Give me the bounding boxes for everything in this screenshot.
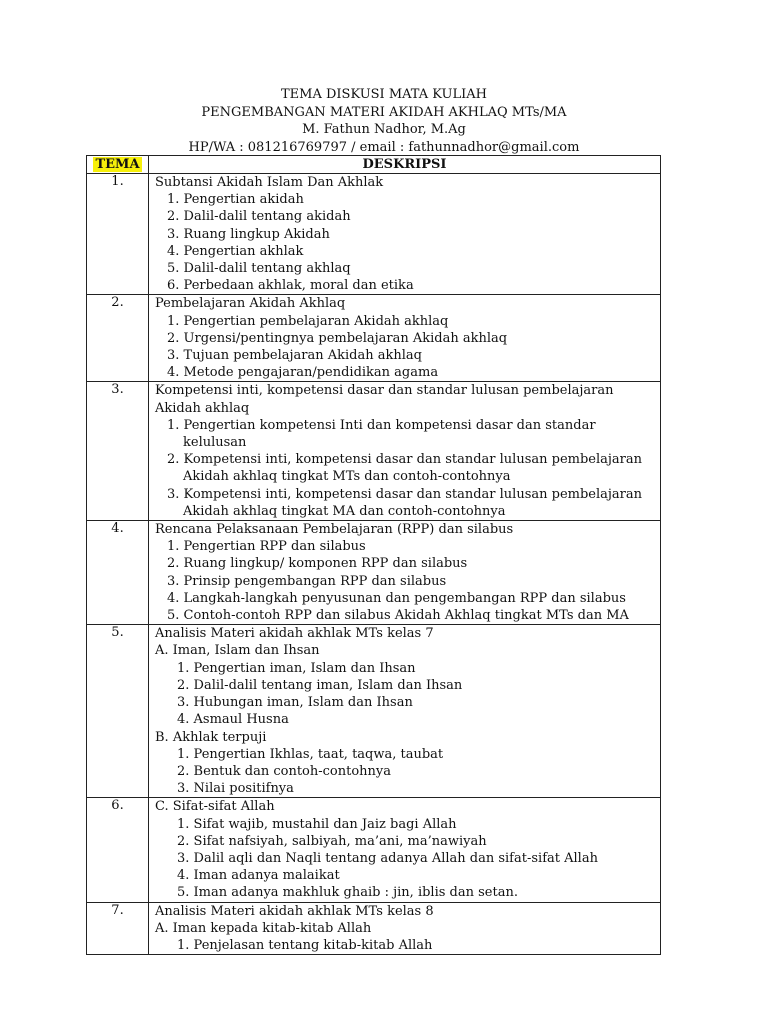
list-item: 2. Ruang lingkup/ komponen RPP dan silabus (167, 556, 468, 572)
column-header-tema (87, 156, 149, 174)
header-course: PENGEMBANGAN MATERI AKIDAH AKHLAQ MTs/MA (201, 104, 567, 120)
list-item: 2. Urgensi/pentingnya pembelajaran Akidah akhlaq (167, 330, 508, 346)
list-item: 4. Iman adanya malaikat (177, 868, 340, 884)
list-item: 3. Nilai positifnya (177, 781, 294, 797)
row-number: 4. (87, 521, 149, 625)
row-title: Kompetensi inti, kompetensi dasar dan standar lulusan pembelajaran (155, 383, 614, 399)
table-row (87, 174, 661, 295)
list-item: 1. Sifat wajib, mustahil dan Jaiz bagi Allah (177, 816, 457, 832)
list-item: 2. Dalil-dalil tentang akidah (167, 209, 351, 225)
list-item: 5. Dalil-dalil tentang akhlaq (167, 261, 351, 277)
list-item: 1. Pengertian kompetensi Inti dan kompetensi dasar dan standar (167, 417, 596, 433)
row-number: 3. (87, 382, 149, 521)
row-title: Pembelajaran Akidah Akhlaq (155, 296, 346, 312)
row-description (149, 295, 661, 382)
table-row (87, 295, 661, 382)
column-header-deskripsi: DESKRIPSI (149, 156, 661, 174)
row-number: 5. (87, 625, 149, 798)
document-header (0, 86, 768, 156)
table-header-row (87, 156, 661, 174)
header-contact: HP/WA : 081216769797 / email : fathunnadhor@gmail.com (188, 139, 580, 155)
list-item: 1. Pengertian RPP dan silabus (167, 539, 366, 555)
row-description (149, 521, 661, 625)
table-row (87, 382, 661, 521)
row-number: 1. (87, 174, 149, 295)
section-heading: C. Sifat-sifat Allah (155, 799, 275, 815)
list-item-continued: Akidah akhlaq tingkat MA dan contoh-contohnya (183, 503, 506, 519)
row-description (149, 625, 661, 798)
section-heading: A. Iman kepada kitab-kitab Allah (155, 920, 372, 936)
row-title-continued: Akidah akhlaq (155, 400, 250, 416)
row-description (149, 902, 661, 955)
header-title: TEMA DISKUSI MATA KULIAH (280, 87, 487, 102)
table-row (87, 521, 661, 625)
row-title: Subtansi Akidah Islam Dan Akhlak (155, 175, 384, 190)
row-number: 6. (87, 798, 149, 902)
table-row (87, 798, 661, 902)
list-item: 5. Iman adanya makhluk ghaib : jin, iblis dan setan. (177, 885, 518, 901)
list-item: 3. Dalil aqli dan Naqli tentang adanya Allah dan sifat-sifat Allah (177, 850, 598, 866)
row-description (149, 798, 661, 902)
list-item: 3. Kompetensi inti, kompetensi dasar dan standar lulusan pembelajaran (167, 486, 643, 502)
list-item: 2. Dalil-dalil tentang iman, Islam dan Ihsan (177, 677, 463, 693)
list-item: 3. Hubungan iman, Islam dan Ihsan (177, 695, 413, 711)
list-item: 1. Pengertian pembelajaran Akidah akhlaq (167, 313, 449, 329)
list-item: 1. Penjelasan tentang kitab-kitab Allah (177, 937, 433, 953)
list-item: 1. Pengertian iman, Islam dan Ihsan (177, 660, 416, 676)
list-item: 3. Ruang lingkup Akidah (167, 226, 330, 242)
row-description (149, 174, 661, 295)
header-author: M. Fathun Nadhor, M.Ag (302, 122, 466, 137)
list-item: 2. Sifat nafsiyah, salbiyah, ma’ani, ma’nawiyah (177, 833, 487, 849)
table-row (87, 902, 661, 955)
list-item: 2. Bentuk dan contoh-contohnya (177, 763, 392, 779)
list-item-continued: kelulusan (183, 435, 247, 451)
list-item: 6. Perbedaan akhlak, moral dan etika (167, 278, 414, 294)
section-heading: B. Akhlak terpuji (155, 729, 267, 745)
table-row (87, 625, 661, 798)
row-title: Rencana Pelaksanaan Pembelajaran (RPP) dan silabus (155, 522, 514, 538)
list-item-continued: Akidah akhlaq tingkat MTs dan contoh-contohnya (183, 469, 511, 485)
list-item: 4. Pengertian akhlak (167, 243, 304, 259)
row-number: 2. (87, 295, 149, 382)
row-description (149, 382, 661, 521)
list-item: 3. Tujuan pembelajaran Akidah akhlaq (167, 348, 422, 364)
list-item: 5. Contoh-contoh RPP dan silabus Akidah Akhlaq tingkat MTs dan MA (167, 608, 629, 624)
section-heading: A. Iman, Islam dan Ihsan (155, 643, 320, 659)
highlighted-tema-label: TEMA (95, 157, 140, 172)
list-item: 1. Pengertian Ikhlas, taat, taqwa, taubat (177, 746, 444, 762)
row-title: Analisis Materi akidah akhlak MTs kelas 7 (155, 626, 434, 642)
list-item: 4. Metode pengajaran/pendidikan agama (167, 365, 439, 381)
row-number: 7. (87, 902, 149, 955)
topic-table (86, 155, 661, 955)
list-item: 3. Prinsip pengembangan RPP dan silabus (167, 573, 447, 589)
list-item: 4. Asmaul Husna (177, 712, 289, 728)
list-item: 2. Kompetensi inti, kompetensi dasar dan standar lulusan pembelajaran (167, 452, 643, 468)
row-title: Analisis Materi akidah akhlak MTs kelas 8 (155, 903, 434, 919)
list-item: 4. Langkah-langkah penyusunan dan pengembangan RPP dan silabus (167, 590, 626, 606)
list-item: 1. Pengertian akidah (167, 192, 304, 208)
